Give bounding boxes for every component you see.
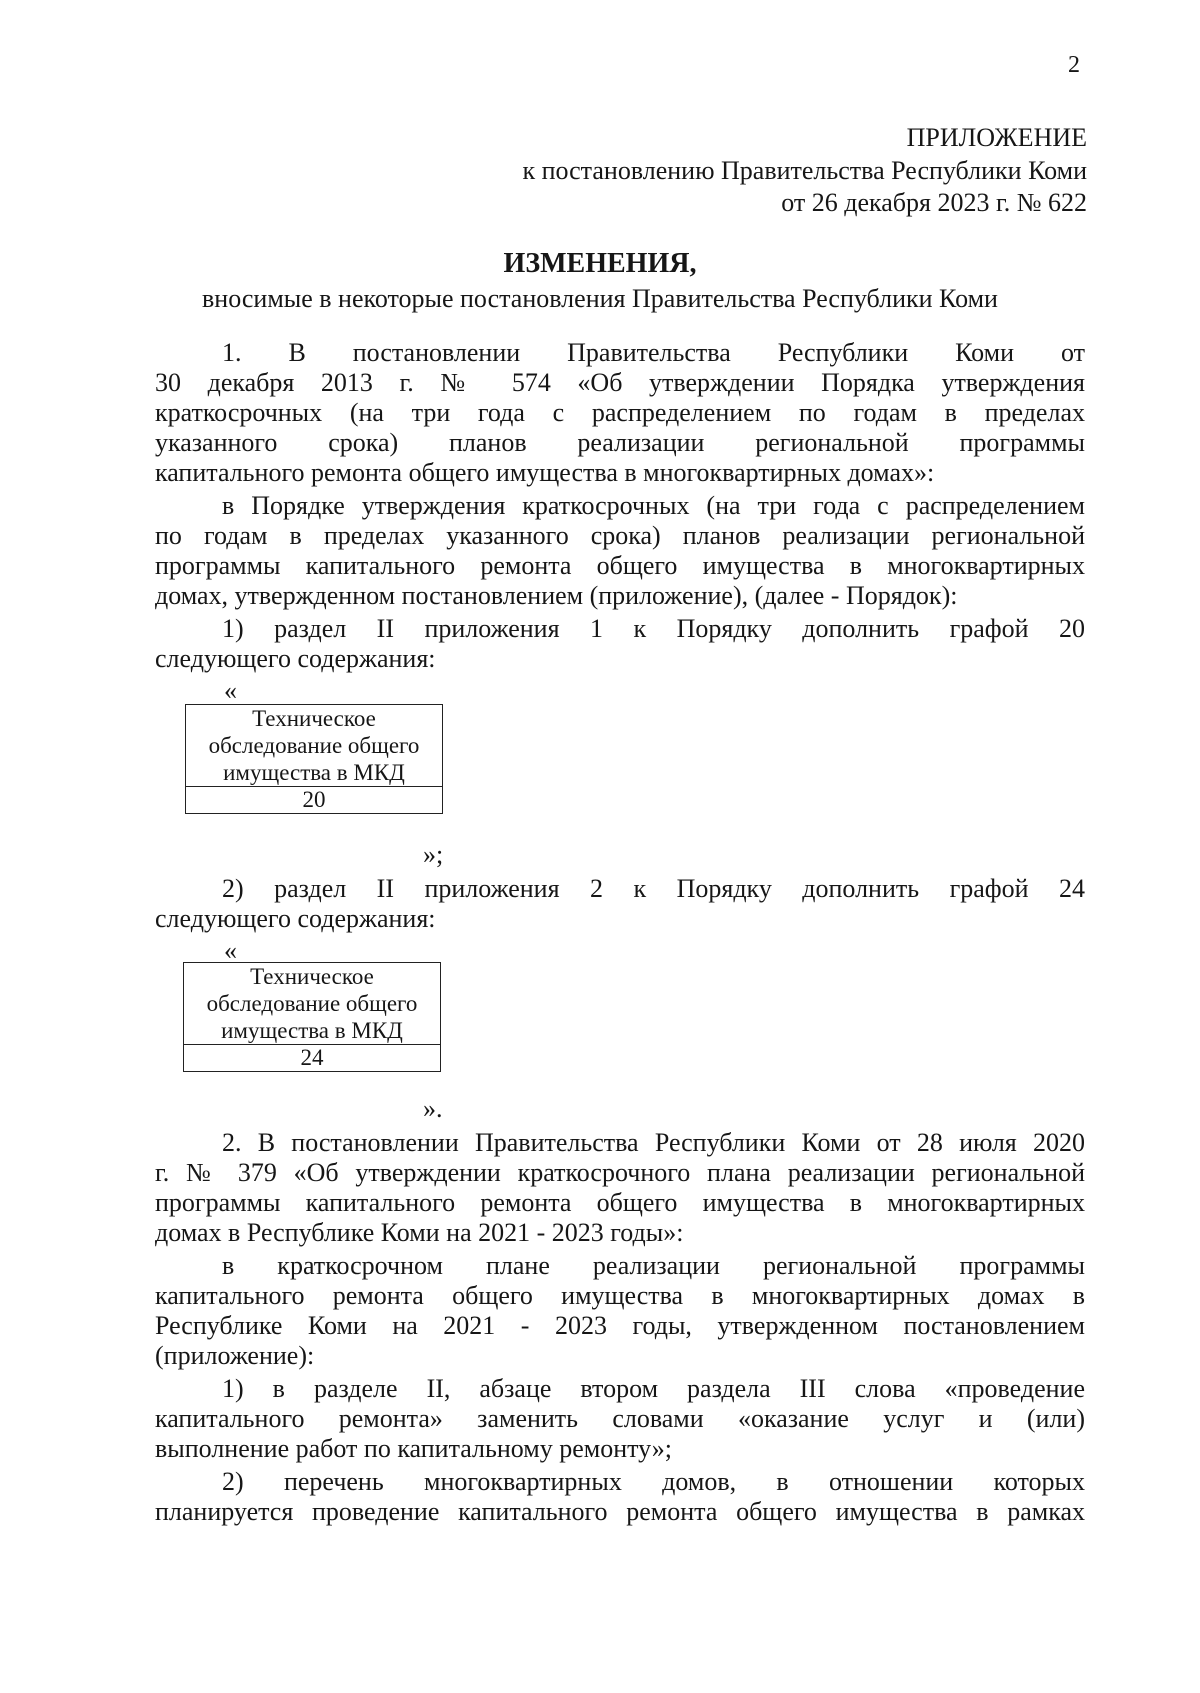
appendix-resolution-ref: к постановлению Правительства Республики Коми xyxy=(522,156,1087,185)
paragraph-line: планируется проведение капитального ремонта общего имущества в рамках xyxy=(155,1497,1085,1526)
table-number-row xyxy=(184,1045,441,1072)
table-header-row xyxy=(184,963,441,1045)
paragraph-line: 2) раздел II приложения 2 к Порядку дополнить графой 24 xyxy=(222,874,1085,903)
appendix-label: ПРИЛОЖЕНИЕ xyxy=(906,123,1087,152)
paragraph-line: 30 декабря 2013 г. № 574 «Об утверждении Порядка утверждения xyxy=(155,368,1085,397)
table-header-line: Техническое xyxy=(250,964,374,989)
paragraph-line: (приложение): xyxy=(155,1341,315,1370)
inserted-column-table-20 xyxy=(185,704,443,814)
paragraph-line: капитального ремонта общего имущества в многоквартирных домах в xyxy=(155,1281,1085,1310)
paragraph-line: капитального ремонта» заменить словами «оказание услуг и (или) xyxy=(155,1404,1085,1433)
paragraph-line: указанного срока) планов реализации региональной программы xyxy=(155,428,1085,457)
table-header-line: имущества в МКД xyxy=(221,1018,403,1043)
table-header-row xyxy=(186,705,443,787)
document-subtitle: вносимые в некоторые постановления Правительства Республики Коми xyxy=(202,284,998,313)
table-header-line: имущества в МКД xyxy=(223,760,405,785)
table-header-line: обследование общего xyxy=(208,733,420,758)
paragraph-line: домах в Республике Коми на 2021 - 2023 годы»: xyxy=(155,1218,684,1247)
paragraph-line: следующего содержания: xyxy=(155,644,436,673)
page-number: 2 xyxy=(1068,52,1080,78)
paragraph-line: 2) перечень многоквартирных домов, в отношении которых xyxy=(222,1467,1085,1496)
paragraph-line: в Порядке утверждения краткосрочных (на три года с распределением xyxy=(222,491,1085,520)
table-header-cell xyxy=(186,705,443,787)
table-number-row xyxy=(186,787,443,814)
paragraph-line: программы капитального ремонта общего имущества в многоквартирных xyxy=(155,1188,1085,1217)
paragraph-line: капитального ремонта общего имущества в многоквартирных домах»: xyxy=(155,458,935,487)
paragraph-line: 2. В постановлении Правительства Республики Коми от 28 июля 2020 xyxy=(222,1128,1085,1157)
column-number: 20 xyxy=(186,787,443,814)
table-header-cell xyxy=(184,963,441,1045)
column-number: 24 xyxy=(184,1045,441,1072)
paragraph-line: домах, утвержденном постановлением (приложение), (далее - Порядок): xyxy=(155,581,958,610)
appendix-date-number: от 26 декабря 2023 г. № 622 xyxy=(781,188,1087,217)
quote-close: »; xyxy=(423,840,444,869)
table-header-line: Техническое xyxy=(252,706,376,731)
paragraph-line: по годам в пределах указанного срока) планов реализации региональной xyxy=(155,521,1085,550)
quote-close: ». xyxy=(423,1094,443,1123)
paragraph-line: в краткосрочном плане реализации региональной программы xyxy=(222,1251,1085,1280)
quote-open: « xyxy=(224,936,237,965)
paragraph-line: 1) раздел II приложения 1 к Порядку дополнить графой 20 xyxy=(222,614,1085,643)
paragraph-line: 1. В постановлении Правительства Республики Коми от xyxy=(222,338,1085,367)
quote-open: « xyxy=(224,676,237,705)
paragraph-line: выполнение работ по капитальному ремонту»; xyxy=(155,1434,673,1463)
paragraph-line: 1) в разделе II, абзаце втором раздела III слова «проведение xyxy=(222,1374,1085,1403)
paragraph-line: Республике Коми на 2021 - 2023 годы, утвержденном постановлением xyxy=(155,1311,1085,1340)
document-title: ИЗМЕНЕНИЯ, xyxy=(503,248,697,279)
paragraph-line: краткосрочных (на три года с распределением по годам в пределах xyxy=(155,398,1085,427)
paragraph-line: следующего содержания: xyxy=(155,904,436,933)
inserted-column-table-24 xyxy=(183,962,441,1072)
table-header-line: обследование общего xyxy=(206,991,418,1016)
paragraph-line: г. № 379 «Об утверждении краткосрочного плана реализации региональной xyxy=(155,1158,1085,1187)
paragraph-line: программы капитального ремонта общего имущества в многоквартирных xyxy=(155,551,1085,580)
